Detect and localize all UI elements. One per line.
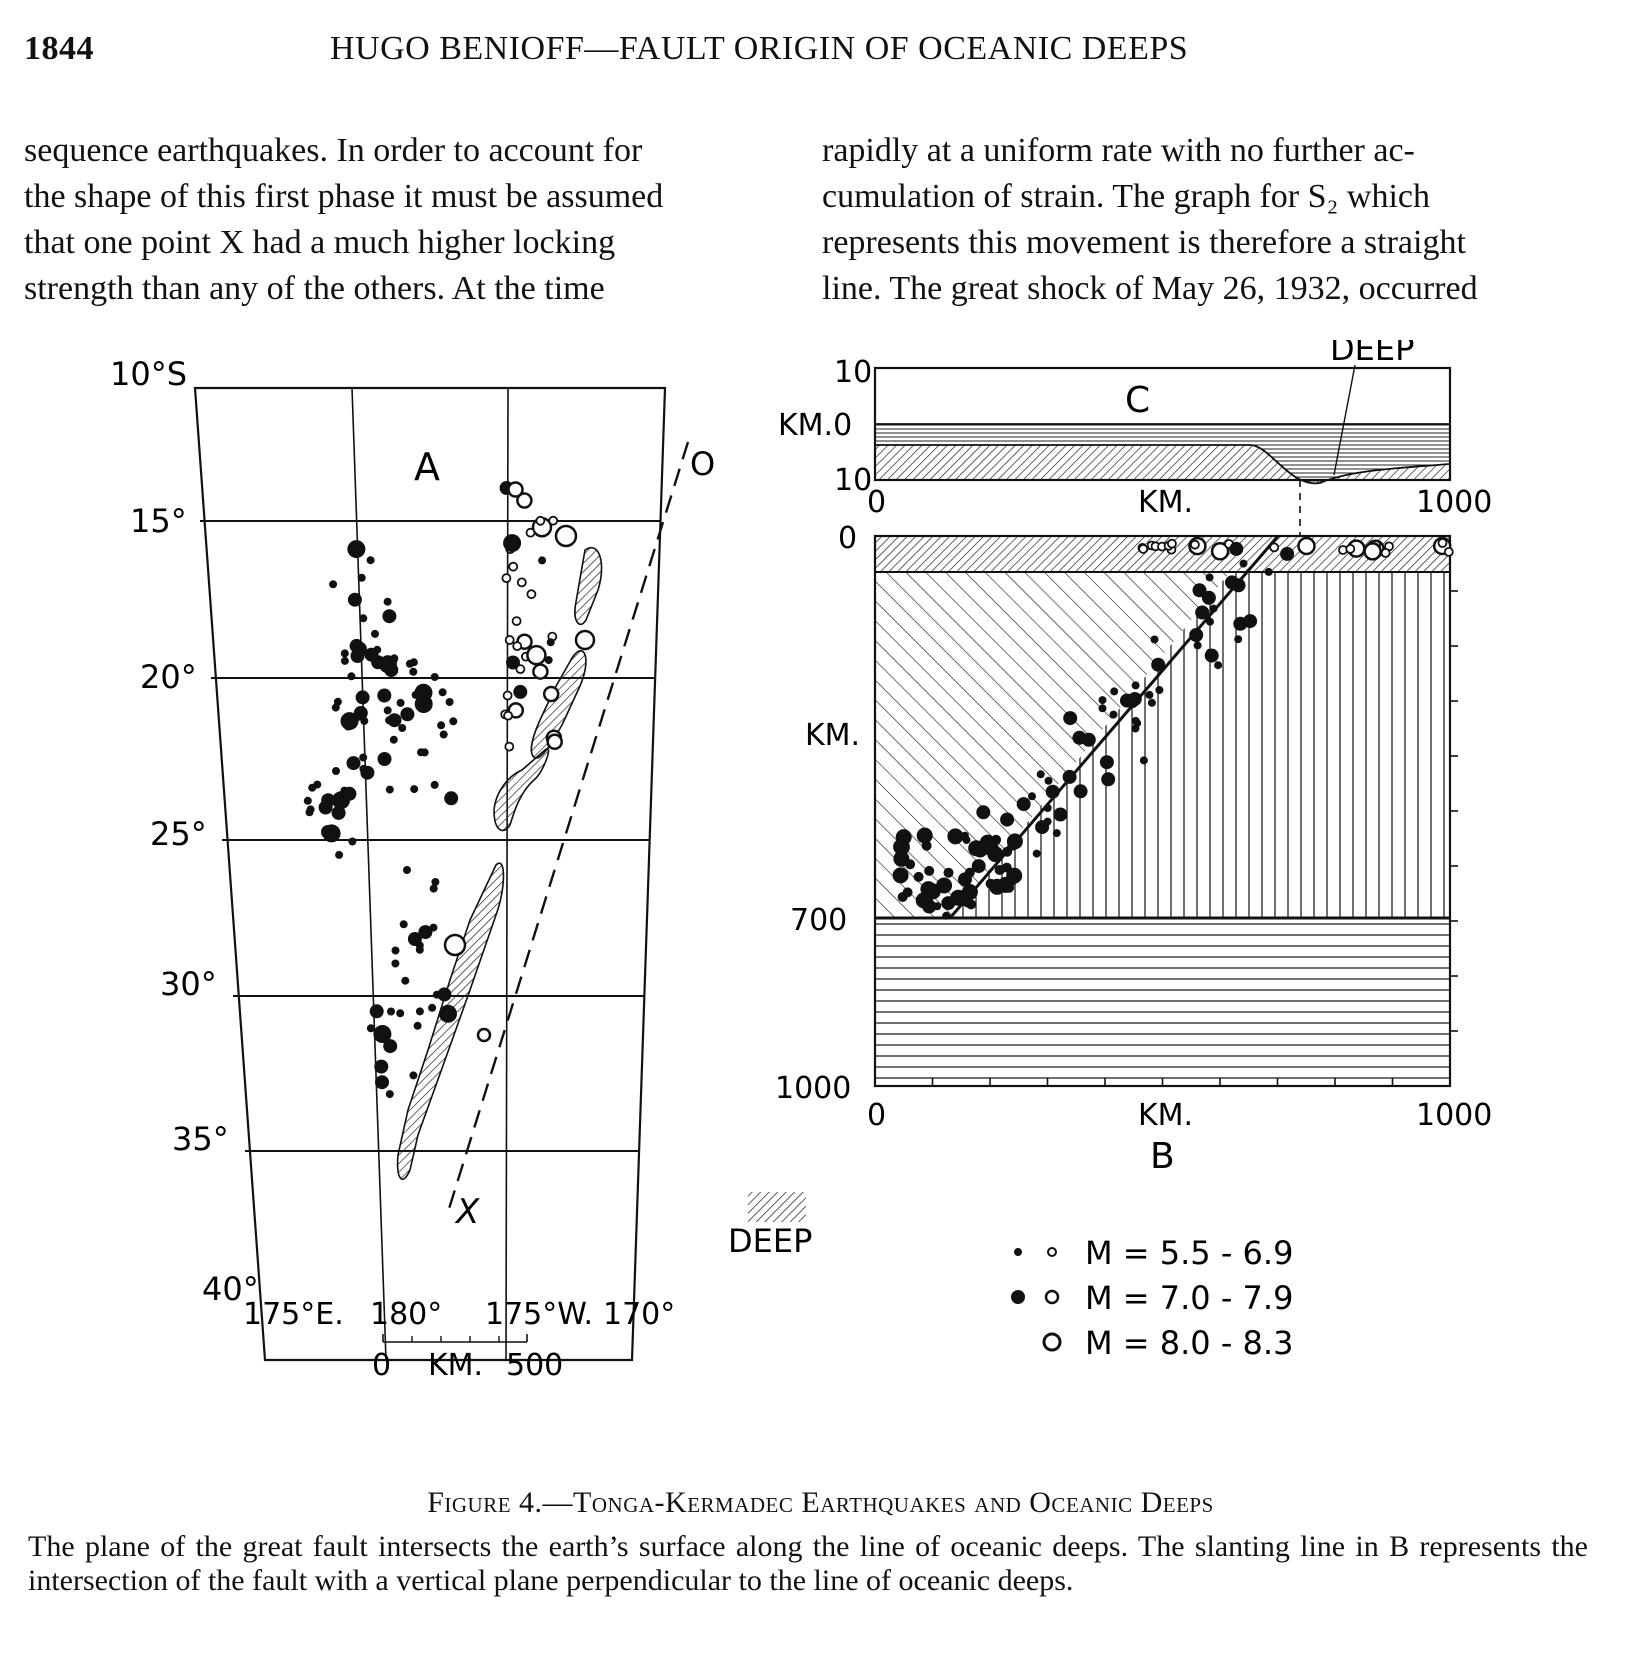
legend-dot-small-open xyxy=(1048,1248,1056,1256)
earthquake-marker xyxy=(893,839,909,855)
earthquake-marker xyxy=(1214,661,1222,669)
earthquake-marker xyxy=(385,716,393,724)
text-line: cumulation of strain. The graph for S₂ which xyxy=(822,178,1430,215)
earthquake-marker xyxy=(367,556,375,564)
earthquake-marker xyxy=(449,717,457,725)
earthquake-marker xyxy=(1037,770,1045,778)
scale-label: KM. xyxy=(428,1348,484,1383)
longitude-lines xyxy=(352,388,508,1360)
figure-4 xyxy=(0,340,1641,1470)
earthquake-marker xyxy=(513,642,521,650)
earthquake-marker xyxy=(445,935,465,955)
earthquake-marker xyxy=(1101,772,1115,786)
earthquake-marker xyxy=(400,920,408,928)
earthquake-marker xyxy=(415,695,433,713)
earthquake-marker xyxy=(1191,541,1199,549)
earthquake-marker xyxy=(391,960,399,968)
earthquake-marker xyxy=(987,846,1003,862)
earthquake-marker xyxy=(995,865,1005,875)
scale-bar xyxy=(372,1334,563,1383)
legend-dot-medium-open xyxy=(1046,1291,1058,1303)
b-x-label: 0 xyxy=(867,1098,887,1133)
earthquake-marker xyxy=(1028,792,1036,800)
trench-deep-shape xyxy=(575,548,602,625)
earthquake-marker xyxy=(1100,755,1114,769)
earthquake-marker xyxy=(545,656,553,664)
panel-b xyxy=(775,521,1492,1177)
earthquake-marker xyxy=(506,636,514,644)
earthquake-marker xyxy=(386,1090,394,1098)
earthquake-marker xyxy=(384,598,392,606)
earthquake-marker xyxy=(1110,687,1118,695)
earthquake-marker xyxy=(356,690,370,704)
earthquake-marker xyxy=(1205,649,1219,663)
earthquake-marker xyxy=(503,534,521,552)
earthquake-marker xyxy=(1194,641,1202,649)
earthquake-marker xyxy=(1033,850,1041,858)
earthquake-marker xyxy=(1046,785,1060,799)
trench-deep-shape xyxy=(494,749,549,831)
lat-label: 30° xyxy=(160,965,217,1003)
earthquake-marker xyxy=(1139,545,1147,553)
earthquake-marker xyxy=(1148,699,1156,707)
legend-label: M = 8.0 - 8.3 xyxy=(1085,1324,1294,1362)
earthquake-marker xyxy=(341,657,349,665)
earthquake-marker xyxy=(914,872,924,882)
earthquake-marker xyxy=(1000,813,1014,827)
earthquake-marker xyxy=(400,707,414,721)
earthquake-marker xyxy=(347,540,365,558)
earthquake-marker xyxy=(439,1005,457,1023)
earthquake-marker xyxy=(916,892,932,908)
earthquake-marker xyxy=(410,785,418,793)
section-label-o: O xyxy=(690,445,716,483)
earthquake-marker xyxy=(478,1029,490,1041)
earthquake-marker xyxy=(1225,575,1239,589)
figure-caption: The plane of the great fault intersects the earth’s surface along the line of oceanic deeps. The slanting line in B represents the intersection of the fault with a vertical plane perpendicular to the line of oceanic deeps. xyxy=(28,1530,1588,1597)
earthquake-marker xyxy=(385,615,393,623)
earthquake-marker xyxy=(329,580,337,588)
lat-label: 20° xyxy=(140,658,197,696)
earthquake-marker xyxy=(1074,784,1088,798)
earthquake-marker xyxy=(1035,820,1049,834)
earthquake-marker xyxy=(903,887,913,897)
earthquake-marker xyxy=(1365,543,1381,559)
earthquake-marker xyxy=(373,1025,391,1043)
lon-label: 170° xyxy=(603,1297,676,1332)
earthquake-marker xyxy=(576,631,594,649)
earthquake-marker xyxy=(417,748,425,756)
earthquake-marker xyxy=(354,706,368,720)
earthquake-marker xyxy=(332,704,340,712)
earthquake-marker xyxy=(390,656,398,664)
earthquake-marker xyxy=(950,890,966,906)
earthquake-marker xyxy=(428,1004,436,1012)
earthquake-marker xyxy=(367,1024,375,1032)
latitude-labels xyxy=(110,355,259,1308)
longitude-labels xyxy=(243,1297,675,1332)
c-x-label: 1000 xyxy=(1416,485,1493,520)
earthquake-marker xyxy=(440,731,448,739)
b-x-label: KM. xyxy=(1138,1098,1194,1133)
earthquake-marker xyxy=(401,977,409,985)
earthquake-marker xyxy=(1133,719,1141,727)
earthquake-marker xyxy=(406,660,414,668)
lat-label: 35° xyxy=(172,1120,229,1158)
b-y-label: 700 xyxy=(790,903,848,938)
earthquake-marker xyxy=(344,723,352,731)
running-title: HUGO BENIOFF—FAULT ORIGIN OF OCEANIC DEEPS xyxy=(330,30,1189,67)
b-y-label: 1000 xyxy=(775,1071,852,1106)
lat-label: 25° xyxy=(150,815,207,853)
earthquake-marker xyxy=(942,912,950,920)
map-a xyxy=(110,355,715,1383)
legend-dot-small-filled xyxy=(1014,1248,1022,1256)
earthquake-marker xyxy=(377,689,391,703)
lat-label: 15° xyxy=(130,502,187,540)
earthquake-marker xyxy=(1240,560,1248,568)
earthquake-marker xyxy=(444,791,458,805)
earthquake-marker xyxy=(348,593,362,607)
figure-title: Figure 4.—Tonga-Kermadec Earthquakes and Oceanic Deeps xyxy=(427,1486,1214,1519)
earthquake-marker xyxy=(1210,605,1218,613)
earthquake-marker xyxy=(308,784,316,792)
earthquake-marker xyxy=(513,617,521,625)
earthquake-marker xyxy=(538,556,546,564)
text-line: that one point X had a much higher locking xyxy=(24,224,616,261)
legend-deep-label: DEEP xyxy=(728,1222,813,1260)
c-y-label: 10 xyxy=(834,355,873,390)
earthquake-marker xyxy=(1206,618,1214,626)
earthquake-marker xyxy=(374,1060,388,1074)
earthquake-marker xyxy=(384,663,398,677)
earthquake-marker xyxy=(360,766,374,780)
legend xyxy=(728,1192,1293,1362)
earthquake-marker xyxy=(350,639,364,653)
lat-label: 40° xyxy=(202,1270,259,1308)
earthquake-marker xyxy=(347,672,355,680)
earthquake-marker xyxy=(386,786,394,794)
text-line: strength than any of the others. At the time xyxy=(24,270,605,307)
earthquake-marker xyxy=(533,665,547,679)
earthquake-marker xyxy=(403,866,411,874)
earthquake-marker xyxy=(1189,628,1203,642)
earthquake-marker xyxy=(371,630,379,638)
earthquake-marker xyxy=(527,590,535,598)
earthquake-marker xyxy=(431,878,439,886)
earthquake-marker xyxy=(373,646,381,654)
earthquake-marker xyxy=(1265,568,1273,576)
earthquake-marker xyxy=(504,692,512,700)
earthquake-marker xyxy=(556,526,576,546)
legend-deep-swatch xyxy=(748,1192,806,1222)
b-y-label: 0 xyxy=(838,521,858,556)
c-y-label: 10 xyxy=(834,463,873,498)
earthquake-marker xyxy=(509,483,523,497)
map-frame xyxy=(195,388,665,1360)
panel-b-label: B xyxy=(1150,1136,1175,1177)
earthquake-marker xyxy=(332,767,340,775)
earthquake-marker xyxy=(516,665,524,673)
earthquake-marker xyxy=(416,1007,424,1015)
earthquake-marker xyxy=(335,851,343,859)
earthquake-marker xyxy=(384,706,392,714)
lon-label: 175°E. xyxy=(243,1297,344,1332)
earthquake-marker xyxy=(1229,542,1243,556)
earthquake-marker xyxy=(341,649,349,657)
legend-dot-medium-filled xyxy=(1011,1290,1025,1304)
earthquake-marker xyxy=(398,724,406,732)
earthquake-marker xyxy=(1045,777,1053,785)
earthquake-marker xyxy=(1206,573,1214,581)
earthquake-marker xyxy=(1382,549,1390,557)
legend-dot-large-open xyxy=(1044,1334,1060,1350)
earthquake-marker xyxy=(321,793,335,807)
c-y-label: KM.0 xyxy=(778,408,853,443)
earthquake-marker xyxy=(1445,548,1453,556)
earthquake-marker xyxy=(1132,681,1140,689)
earthquake-marker xyxy=(933,902,941,910)
earthquake-marker xyxy=(437,721,445,729)
earthquake-marker xyxy=(397,699,405,707)
earthquake-marker xyxy=(965,868,975,878)
earthquake-marker xyxy=(378,752,392,766)
earthquake-marker xyxy=(416,946,424,954)
earthquake-marker xyxy=(1299,538,1315,554)
legend-label: M = 7.0 - 7.9 xyxy=(1085,1279,1294,1317)
scale-label: 500 xyxy=(506,1348,564,1383)
text-line: rapidly at a uniform rate with no further ac- xyxy=(822,132,1415,169)
earthquake-marker xyxy=(1168,540,1176,548)
lon-label: 175°W. xyxy=(485,1297,594,1332)
b-x-label: 1000 xyxy=(1416,1098,1493,1133)
earthquake-marker xyxy=(544,687,558,701)
text-line: sequence earthquakes. In order to account for xyxy=(24,132,643,169)
earthquake-marker xyxy=(414,1022,422,1030)
b-y-label: KM. xyxy=(805,718,861,753)
deep-callout: DEEP xyxy=(1330,340,1415,368)
earthquake-marker xyxy=(347,756,361,770)
text-line: represents this movement is therefore a straight xyxy=(822,224,1466,261)
earthquake-marker xyxy=(976,805,990,819)
earthquake-marker xyxy=(1053,808,1067,822)
earthquake-marker xyxy=(905,859,915,869)
earthquake-marker xyxy=(1110,711,1118,719)
earthquake-marker xyxy=(1002,847,1012,857)
earthquake-marker xyxy=(1053,829,1061,837)
earthquake-marker xyxy=(342,787,356,801)
earthquake-marker xyxy=(1151,636,1159,644)
earthquake-marker xyxy=(1202,591,1216,605)
section-label-x: X xyxy=(456,1192,480,1232)
earthquake-marker xyxy=(947,828,963,844)
text-column-right xyxy=(822,128,1582,312)
earthquake-marker xyxy=(1063,770,1077,784)
earthquake-marker xyxy=(547,638,555,646)
earthquake-marker xyxy=(1099,704,1107,712)
earthquake-marker xyxy=(1063,711,1077,725)
earthquake-marker xyxy=(504,712,512,720)
earthquake-marker xyxy=(396,1009,404,1017)
earthquake-marker xyxy=(518,578,526,586)
text-column-left xyxy=(24,128,776,312)
earthquake-marker xyxy=(332,806,346,820)
panel-c xyxy=(778,340,1492,535)
earthquake-marker xyxy=(998,877,1014,893)
earthquake-marker xyxy=(1270,543,1278,551)
earthquake-marker xyxy=(359,754,367,762)
c-x-label: 0 xyxy=(867,485,887,520)
earthquake-marker xyxy=(348,838,356,846)
earthquake-marker xyxy=(1145,691,1153,699)
earthquake-marker xyxy=(1044,804,1052,812)
text-line: line. The great shock of May 26, 1932, occurred xyxy=(822,270,1478,307)
earthquake-marker xyxy=(944,868,954,878)
earthquake-marker xyxy=(1195,606,1209,620)
earthquake-marker xyxy=(307,805,315,813)
earthquake-marker xyxy=(917,828,933,844)
earthquake-marker xyxy=(1155,686,1163,694)
page-number: 1844 xyxy=(24,30,94,67)
earthquake-marker xyxy=(375,1075,389,1089)
legend-label: M = 5.5 - 6.9 xyxy=(1085,1234,1294,1272)
earthquake-marker xyxy=(321,825,335,839)
earthquake-marker xyxy=(1247,619,1255,627)
earthquake-marker xyxy=(1439,539,1447,547)
earthquake-marker xyxy=(1151,658,1165,672)
earthquake-marker xyxy=(418,925,432,939)
earthquake-marker xyxy=(392,947,400,955)
earthquake-marker xyxy=(1234,635,1242,643)
earthquake-marker xyxy=(358,574,366,582)
panel-a-label: A xyxy=(414,445,440,489)
earthquake-marker xyxy=(1140,756,1148,764)
earthquake-marker xyxy=(536,517,544,525)
earthquake-marker xyxy=(437,987,451,1001)
c-x-label: KM. xyxy=(1138,485,1194,520)
earthquake-marker xyxy=(431,673,439,681)
earthquake-marker xyxy=(509,563,517,571)
earthquake-marker xyxy=(359,614,367,622)
earthquake-marker xyxy=(924,866,934,876)
lat-label: 10°S xyxy=(110,355,188,393)
earthquake-marker xyxy=(1017,797,1031,811)
earthquake-marker xyxy=(431,781,439,789)
earthquake-marker xyxy=(548,735,562,749)
text-line: the shape of this first phase it must be assumed xyxy=(24,178,664,215)
earthquake-marker xyxy=(549,517,557,525)
earthquake-marker xyxy=(893,867,909,883)
earthquake-marker xyxy=(439,688,447,696)
earthquake-marker xyxy=(370,1004,384,1018)
earthquake-marker xyxy=(513,685,527,699)
earthquake-marker xyxy=(505,743,513,751)
earthquake-marker xyxy=(1120,694,1134,708)
earthquake-marker xyxy=(1280,547,1294,561)
earthquake-marker xyxy=(409,668,417,676)
earthquake-marker xyxy=(1346,545,1354,553)
earthquake-marker xyxy=(502,574,510,582)
earthquake-marker xyxy=(390,736,398,744)
earthquake-marker xyxy=(304,797,312,805)
earthquake-marker xyxy=(387,1008,395,1016)
section-line xyxy=(448,442,688,1212)
earthquake-marker xyxy=(527,529,535,537)
earthquake-marker xyxy=(527,646,545,664)
earthquake-marker xyxy=(446,698,454,706)
panel-c-label: C xyxy=(1125,380,1151,421)
earthquake-marker xyxy=(1099,696,1107,704)
earthquake-marker xyxy=(409,1071,417,1079)
earthquake-marker xyxy=(1082,733,1096,747)
earthquake-epicenters xyxy=(304,481,594,1098)
lon-label: 180° xyxy=(370,1297,443,1332)
scale-label: 0 xyxy=(372,1348,392,1383)
